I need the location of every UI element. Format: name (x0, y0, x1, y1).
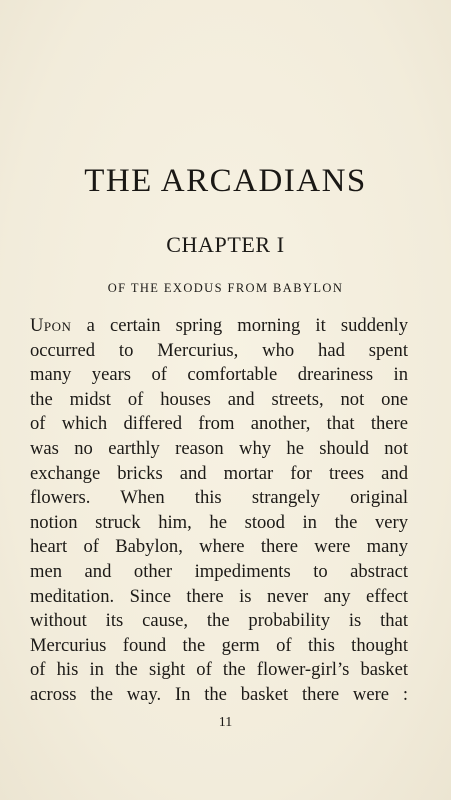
body-line: many years of comfortable dreariness in (30, 364, 408, 386)
chapter-heading: CHAPTER I (166, 232, 285, 257)
body-line: flowers. When this strangely original (30, 487, 408, 509)
body-line: occurred to Mercurius, who had spent (30, 339, 408, 361)
opening-word: Upon (30, 315, 72, 336)
body-line: of his in the sight of the flower-girl’s basket (30, 659, 408, 681)
body-text (30, 314, 408, 708)
body-line: exchange bricks and mortar for trees and (30, 462, 408, 484)
page-number: 11 (218, 715, 233, 730)
body-line: Mercurius found the germ of this thought (30, 634, 408, 656)
body-line: Upon a certain spring morning it suddenly (30, 315, 408, 336)
body-line: was no earthly reason why he should not (30, 437, 408, 459)
body-line: heart of Babylon, where there were many (30, 536, 408, 558)
book-title: THE ARCADIANS (84, 163, 367, 199)
body-line: across the way. In the basket there were : (30, 683, 408, 705)
body-line: without its cause, the probability is that (30, 610, 408, 632)
body-line: men and other impediments to abstract (30, 560, 408, 582)
body-line: of which differed from another, that there (30, 413, 408, 435)
body-line: meditation. Since there is never any effect (30, 585, 408, 607)
body-line: notion struck him, he stood in the very (30, 511, 408, 533)
chapter-subtitle: OF THE EXODUS FROM BABYLON (107, 281, 344, 295)
body-line: the midst of houses and streets, not one (30, 388, 408, 410)
